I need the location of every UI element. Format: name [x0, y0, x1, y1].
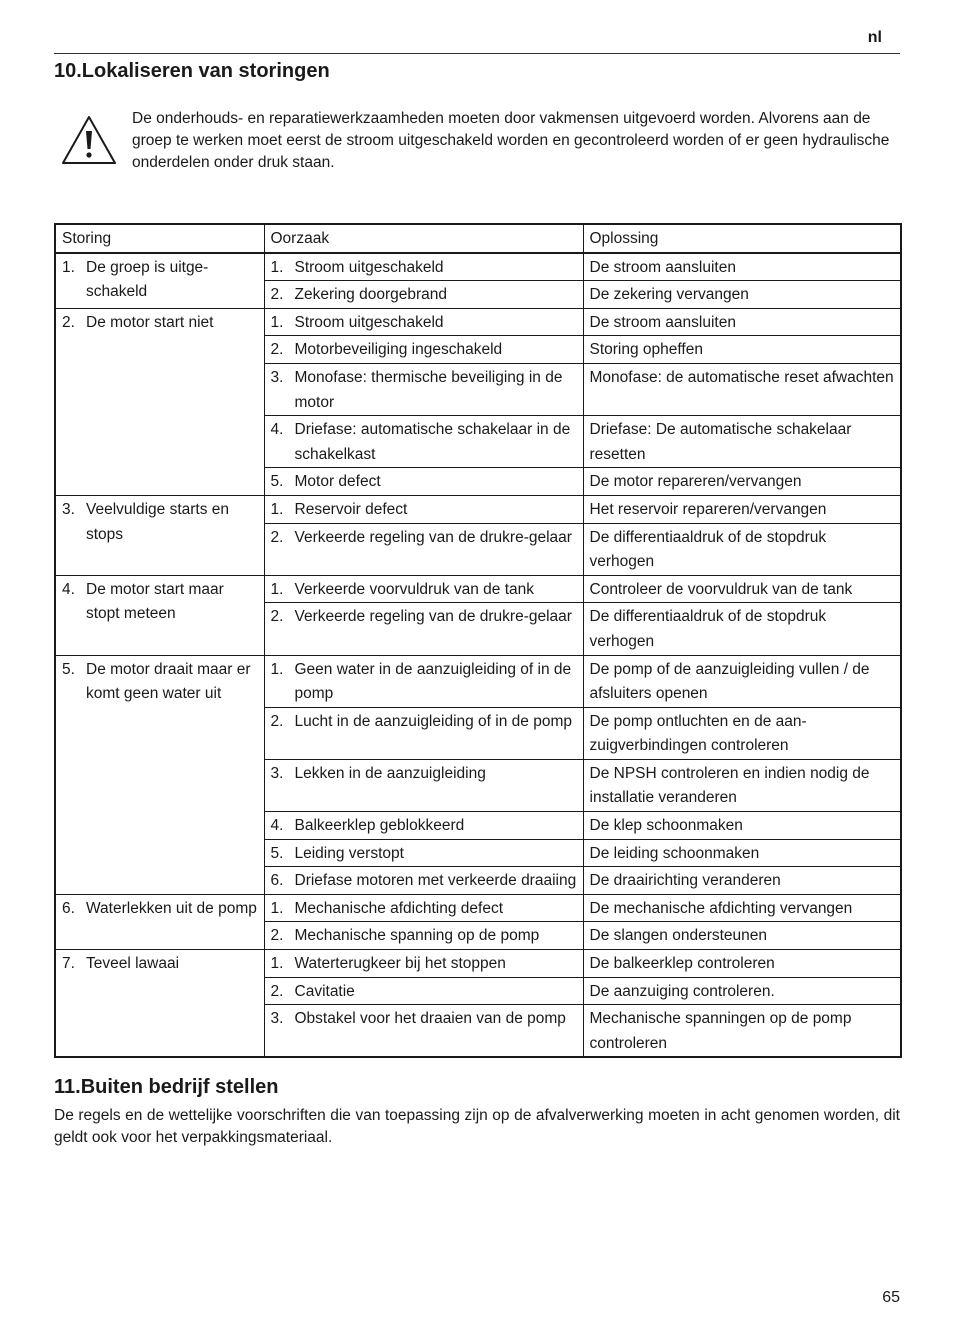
- header-rule: [54, 53, 900, 54]
- fault-cell: [55, 894, 264, 949]
- cause-cell: [264, 575, 583, 603]
- cause-cell: [264, 950, 583, 978]
- cause-cell: [264, 336, 583, 364]
- fault: [62, 311, 258, 336]
- cause-cell: [264, 603, 583, 655]
- cause-text: Stroom uitgeschakeld: [294, 313, 444, 331]
- cause-number: 3.: [270, 368, 284, 386]
- fault-text: Waterlekken uit de pomp: [86, 899, 257, 917]
- fault-cell: [55, 253, 264, 309]
- solution-cell: Controleer de voorvuldruk van de tank: [583, 575, 901, 603]
- fault-number: 2.: [62, 313, 75, 331]
- cause-number: 5.: [270, 844, 284, 862]
- cause: [271, 980, 577, 1005]
- cause-number: 2.: [270, 927, 284, 945]
- cause: [271, 578, 577, 603]
- cause-number: 1.: [270, 899, 284, 917]
- cause-cell: [264, 253, 583, 281]
- warning-triangle-icon: [60, 114, 118, 166]
- cause-text: Verkeerde regeling van de drukre-gelaar: [294, 528, 572, 546]
- cause-number: 5.: [270, 473, 284, 491]
- cause-cell: [264, 812, 583, 840]
- cause-text: Leiding verstopt: [294, 844, 404, 862]
- fault-cell: [55, 308, 264, 495]
- cause: [271, 418, 577, 467]
- cause-cell: [264, 759, 583, 811]
- solution-cell: Het reservoir repareren/vervangen: [583, 495, 901, 523]
- cause-number: 1.: [270, 258, 284, 276]
- cause-text: Geen water in de aanzuigleiding of in de pomp: [294, 660, 572, 703]
- solution-cell: Driefase: De automatische schakelaar resetten: [583, 416, 901, 468]
- fault-number: 4.: [62, 580, 75, 598]
- solution-cell: Monofase: de automatische reset afwachten: [583, 363, 901, 415]
- cause: [271, 869, 577, 894]
- cause-text: Verkeerde voorvuldruk van de tank: [294, 580, 535, 598]
- cause: [271, 710, 577, 735]
- fault: [62, 578, 258, 627]
- cause: [271, 256, 577, 281]
- cause-text: Obstakel voor het draaien van de pomp: [294, 1010, 566, 1028]
- cause-number: 2.: [270, 712, 284, 730]
- cause-text: Mechanische spanning op de pomp: [294, 927, 540, 945]
- cause-number: 4.: [270, 817, 284, 835]
- cause-number: 2.: [270, 608, 284, 626]
- cause-number: 1.: [270, 313, 284, 331]
- cause-number: 2.: [270, 286, 284, 304]
- cause: [271, 842, 577, 867]
- cause-text: Lucht in de aanzuigleiding of in de pomp: [294, 712, 572, 730]
- solution-cell: De klep schoonmaken: [583, 812, 901, 840]
- cause-cell: [264, 416, 583, 468]
- fault: [62, 897, 258, 922]
- cause: [271, 311, 577, 336]
- cause-text: Reservoir defect: [294, 500, 408, 518]
- fault-text: Veelvuldige starts en stops: [86, 500, 230, 543]
- table-row: [55, 575, 901, 603]
- cause-number: 6.: [270, 872, 284, 890]
- cause-cell: [264, 468, 583, 496]
- table-row: [55, 894, 901, 922]
- cause-number: 2.: [270, 341, 284, 359]
- table-row: [55, 655, 901, 707]
- page-number: 65: [882, 1289, 900, 1306]
- fault-number: 6.: [62, 899, 75, 917]
- fault-text: Teveel lawaai: [86, 955, 180, 973]
- solution-cell: Storing opheffen: [583, 336, 901, 364]
- cause: [271, 897, 577, 922]
- cause-number: 3.: [270, 764, 284, 782]
- solution-cell: De leiding schoonmaken: [583, 839, 901, 867]
- cause-number: 1.: [270, 580, 284, 598]
- solution-cell: De differentiaaldruk of de stopdruk verhogen: [583, 603, 901, 655]
- fault-text: De motor start maar stopt meteen: [86, 580, 224, 623]
- fault-text: De motor start niet: [86, 313, 214, 331]
- section-10-title: 10.Lokaliseren van storingen: [54, 60, 330, 82]
- solution-cell: De aanzuiging controleren.: [583, 977, 901, 1005]
- cause-cell: [264, 523, 583, 575]
- cause-text: Zekering doorgebrand: [294, 286, 448, 304]
- cause: [271, 366, 577, 415]
- cause-cell: [264, 977, 583, 1005]
- cause-text: Driefase: automatische schakelaar in de schakelkast: [294, 421, 571, 463]
- cause-number: 1.: [270, 955, 284, 973]
- cause-number: 2.: [270, 528, 284, 546]
- cause-cell: [264, 922, 583, 950]
- cause-cell: [264, 281, 583, 309]
- cause: [271, 338, 577, 363]
- table-row: [55, 950, 901, 978]
- cause: [271, 1007, 577, 1032]
- fault-table: [54, 223, 902, 1058]
- solution-cell: De pomp of de aanzuigleiding vullen / de afsluiters openen: [583, 655, 901, 707]
- cause: [271, 498, 577, 523]
- solution-cell: De differentiaaldruk of de stopdruk verhogen: [583, 523, 901, 575]
- cause: [271, 762, 577, 787]
- cause-cell: [264, 839, 583, 867]
- fault-number: 3.: [62, 500, 75, 518]
- cause: [271, 952, 577, 977]
- solution-cell: Mechanische spanningen op de pomp controleren: [583, 1005, 901, 1058]
- cause-text: Cavitatie: [294, 982, 355, 1000]
- cause-cell: [264, 655, 583, 707]
- language-code: nl: [867, 29, 882, 46]
- cause-text: Monofase: thermische beveiliging in de motor: [294, 368, 563, 411]
- cause-number: 2.: [270, 982, 284, 1000]
- solution-cell: De slangen ondersteunen: [583, 922, 901, 950]
- header-oorzaak: Oorzaak: [264, 224, 583, 253]
- table-row: [55, 253, 901, 281]
- cause-text: Stroom uitgeschakeld: [294, 258, 444, 276]
- cause-number: 3.: [270, 1010, 284, 1028]
- header-oplossing: Oplossing: [583, 224, 901, 253]
- solution-cell: De draairichting veranderen: [583, 867, 901, 895]
- table-header-row: [55, 224, 901, 253]
- cause-number: 1.: [270, 500, 284, 518]
- fault-text: De motor draait maar er komt geen water uit: [86, 660, 251, 703]
- header-storing: Storing: [55, 224, 264, 253]
- table-row: [55, 495, 901, 523]
- fault-cell: [55, 950, 264, 1058]
- fault: [62, 256, 258, 305]
- solution-cell: De stroom aansluiten: [583, 253, 901, 281]
- fault-number: 1.: [62, 258, 75, 276]
- fault-text: De groep is uitge-schakeld: [86, 258, 209, 301]
- cause-cell: [264, 867, 583, 895]
- warning-text: De onderhouds- en reparatiewerkzaamheden moeten door vakmensen uitgevoerd worden. Alvorens aan de groep te werken moet eerst de stroom uitgeschakeld worden en gecontroleerd worden of er geen hydraulische onderdelen onder druk staan.: [132, 110, 890, 171]
- cause: [271, 526, 577, 551]
- cause-text: Motor defect: [294, 473, 381, 491]
- cause: [271, 814, 577, 839]
- section-11-title: 11.Buiten bedrijf stellen: [54, 1076, 279, 1098]
- cause-cell: [264, 1005, 583, 1058]
- fault-number: 5.: [62, 660, 75, 678]
- solution-cell: De zekering vervangen: [583, 281, 901, 309]
- cause-cell: [264, 495, 583, 523]
- fault-number: 7.: [62, 955, 75, 973]
- cause-text: Verkeerde regeling van de drukre-gelaar: [294, 608, 572, 626]
- cause: [271, 283, 577, 308]
- solution-cell: De NPSH controleren en indien nodig de installatie veranderen: [583, 759, 901, 811]
- fault-cell: [55, 495, 264, 575]
- fault-table-body: [55, 253, 901, 1058]
- solution-cell: De pomp ontluchten en de aan-zuigverbindingen controleren: [583, 707, 901, 759]
- cause-cell: [264, 308, 583, 336]
- cause-text: Mechanische afdichting defect: [294, 899, 504, 917]
- solution-cell: De mechanische afdichting vervangen: [583, 894, 901, 922]
- section-11-text: De regels en de wettelijke voorschriften die van toepassing zijn op de afvalverwerking moeten in acht genomen worden, dit geldt ook voor het verpakkingsmateriaal.: [54, 1107, 900, 1146]
- cause-text: Motorbeveiliging ingeschakeld: [294, 341, 503, 359]
- cause-text: Balkeerklep geblokkeerd: [294, 817, 465, 835]
- cause: [271, 658, 577, 707]
- solution-cell: De motor repareren/vervangen: [583, 468, 901, 496]
- table-row: [55, 308, 901, 336]
- cause-text: Driefase motoren met verkeerde draaiing: [294, 872, 577, 890]
- fault: [62, 952, 258, 977]
- solution-cell: De stroom aansluiten: [583, 308, 901, 336]
- solution-cell: De balkeerklep controleren: [583, 950, 901, 978]
- cause: [271, 470, 577, 495]
- cause-cell: [264, 363, 583, 415]
- cause: [271, 924, 577, 949]
- cause-cell: [264, 707, 583, 759]
- fault-cell: [55, 655, 264, 894]
- cause-number: 1.: [270, 660, 284, 678]
- fault: [62, 498, 258, 547]
- cause-number: 4.: [270, 421, 284, 439]
- cause-text: Lekken in de aanzuigleiding: [294, 764, 486, 782]
- cause: [271, 605, 577, 630]
- fault-cell: [55, 575, 264, 655]
- cause-cell: [264, 894, 583, 922]
- cause-text: Waterterugkeer bij het stoppen: [294, 955, 506, 973]
- fault: [62, 658, 258, 707]
